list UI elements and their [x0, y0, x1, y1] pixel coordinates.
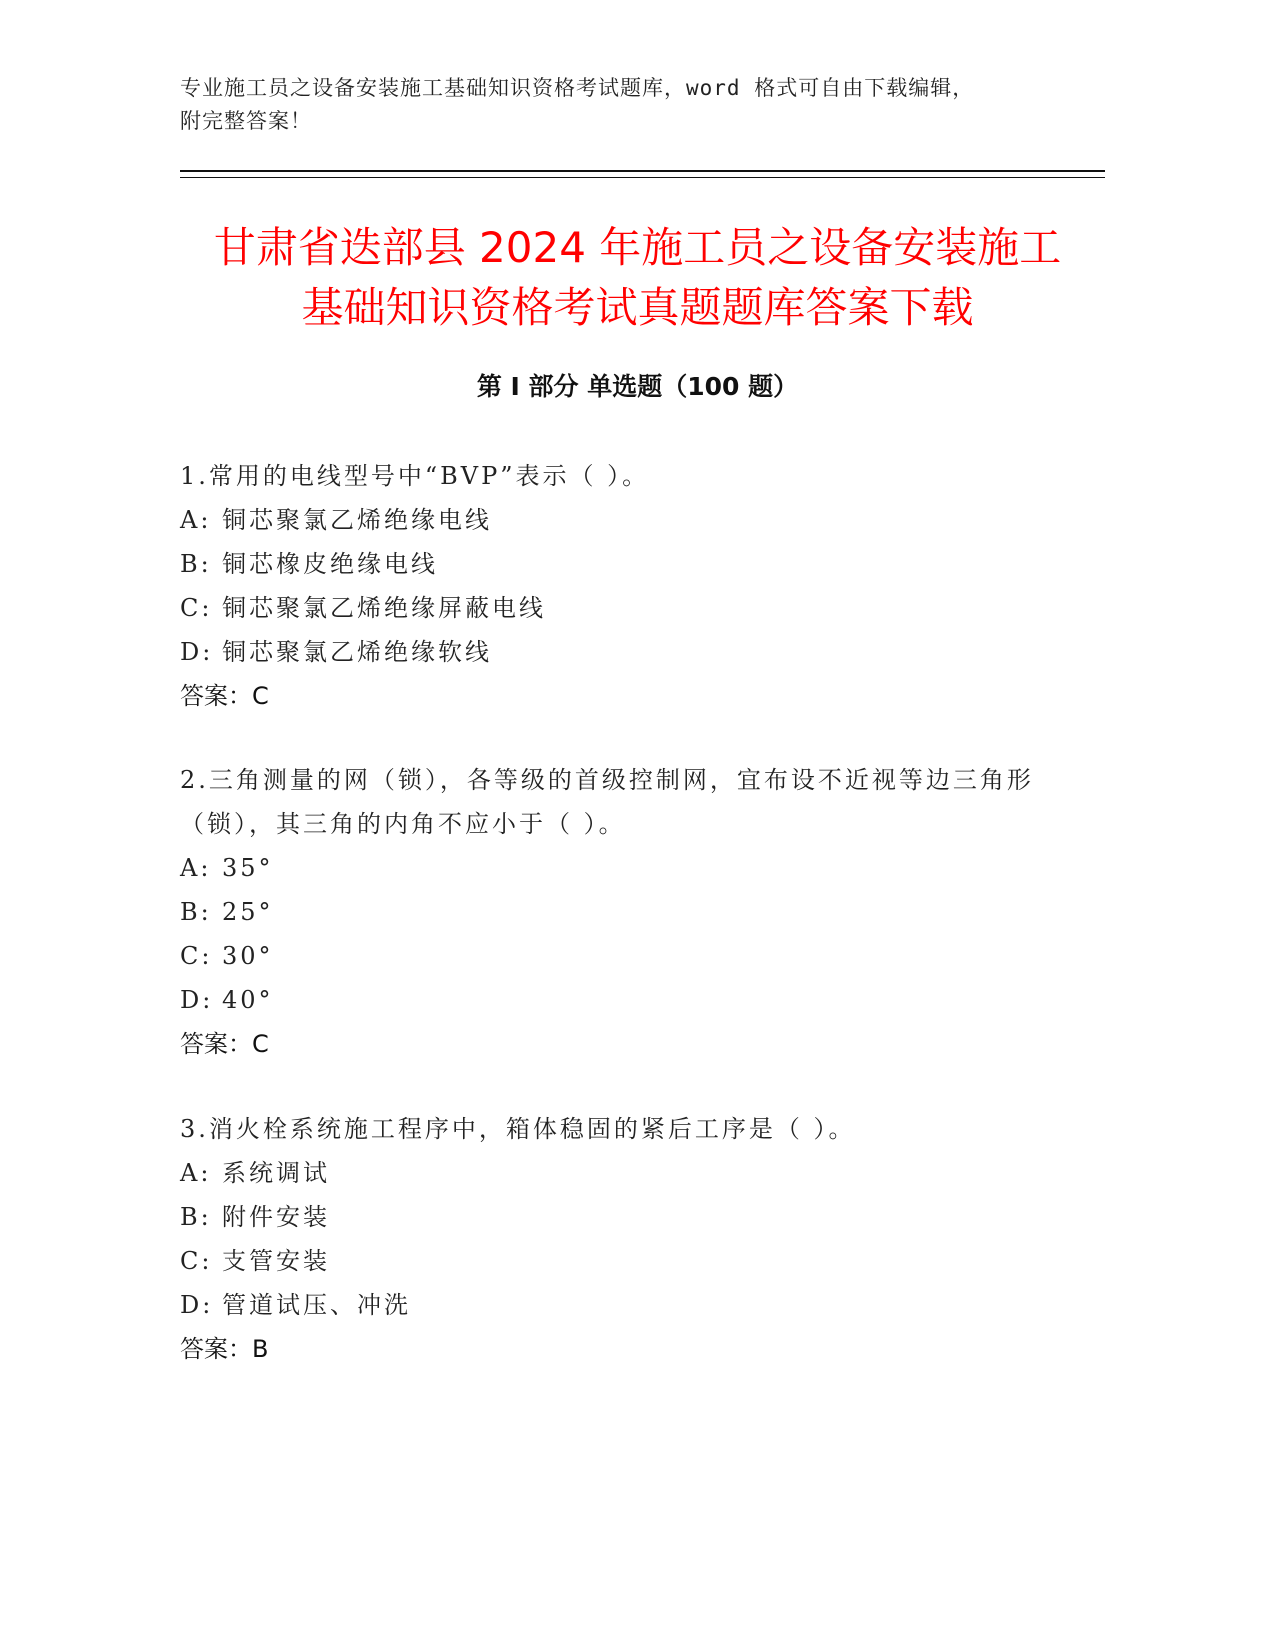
- option-key: C:: [180, 1247, 213, 1275]
- option-c: [180, 934, 1080, 978]
- header-note-line-2: 附完整答案！: [180, 109, 312, 133]
- option-text: 25°: [222, 898, 274, 926]
- option-key: B:: [180, 1203, 212, 1231]
- section-heading: 第 I 部分 单选题（100 题）: [476, 372, 799, 401]
- option-c: [180, 586, 1080, 630]
- option-key: A:: [180, 1159, 212, 1187]
- option-d: [180, 1283, 1080, 1327]
- option-b: [180, 542, 1080, 586]
- header-note-line-1: 专业施工员之设备安装施工基础知识资格考试题库，word 格式可自由下载编辑，: [180, 76, 975, 100]
- option-key: B:: [180, 550, 212, 578]
- header-rule-thin: [180, 177, 1105, 178]
- option-key: A:: [180, 854, 212, 882]
- option-key: C:: [180, 942, 213, 970]
- answer: 答案：B: [180, 1335, 269, 1363]
- option-text: 附件安装: [222, 1203, 330, 1231]
- option-b: [180, 890, 1080, 934]
- option-a: [180, 1151, 1080, 1195]
- header-rule-thick: [180, 170, 1105, 172]
- option-d: [180, 978, 1080, 1022]
- answer: 答案：C: [180, 682, 269, 710]
- option-text: 支管安装: [222, 1247, 330, 1275]
- answer: 答案：C: [180, 1030, 269, 1058]
- option-key: D:: [180, 638, 214, 666]
- document-title-line-2: 基础知识资格考试真题题库答案下载: [301, 283, 974, 332]
- option-text: 管道试压、冲洗: [222, 1291, 411, 1319]
- question-2: [180, 758, 1080, 1066]
- option-key: D:: [180, 1291, 214, 1319]
- option-c: [180, 1239, 1080, 1283]
- option-key: C:: [180, 594, 213, 622]
- option-d: [180, 630, 1080, 674]
- document-title: [150, 218, 1125, 338]
- option-text: 铜芯橡皮绝缘电线: [222, 550, 438, 578]
- option-key: A:: [180, 506, 212, 534]
- question-1: [180, 454, 1080, 718]
- question-stem: 1.常用的电线型号中“BVP”表示（ ）。: [180, 462, 650, 490]
- question-3: [180, 1107, 1080, 1371]
- option-text: 铜芯聚氯乙烯绝缘屏蔽电线: [222, 594, 546, 622]
- question-stem: 3.消火栓系统施工程序中，箱体稳固的紧后工序是（ ）。: [180, 1115, 856, 1143]
- option-text: 系统调试: [222, 1159, 330, 1187]
- option-text: 铜芯聚氯乙烯绝缘电线: [222, 506, 492, 534]
- option-key: B:: [180, 898, 212, 926]
- header-note: [180, 72, 1100, 138]
- document-title-line-1: 甘肃省迭部县 2024 年施工员之设备安装施工: [213, 223, 1062, 272]
- option-text: 35°: [222, 854, 274, 882]
- option-a: [180, 846, 1080, 890]
- option-text: 30°: [222, 942, 274, 970]
- option-text: 40°: [222, 986, 274, 1014]
- question-stem: 2.三角测量的网（锁），各等级的首级控制网，宜布设不近视等边三角形（锁），其三角的内角不应小于（ ）。: [180, 766, 1034, 838]
- option-text: 铜芯聚氯乙烯绝缘软线: [222, 638, 492, 666]
- option-key: D:: [180, 986, 214, 1014]
- option-b: [180, 1195, 1080, 1239]
- option-a: [180, 498, 1080, 542]
